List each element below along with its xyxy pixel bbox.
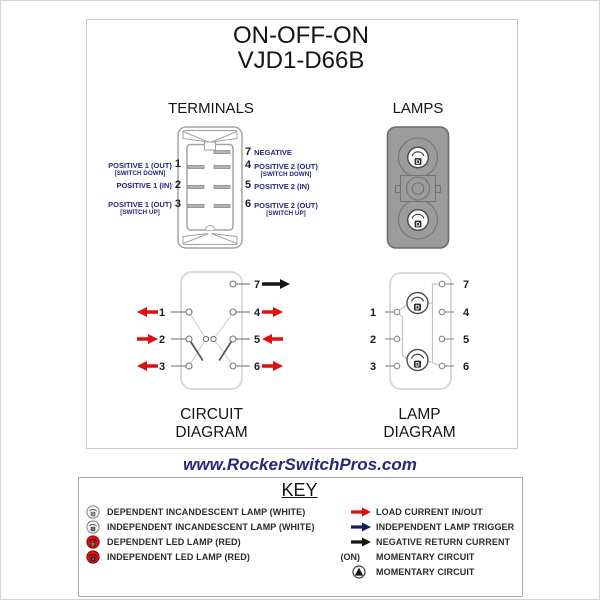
lamps-heading: LAMPS [392, 100, 444, 117]
independent-led-lamp-icon [86, 550, 100, 564]
terminal-number: 4 [245, 159, 252, 171]
terminal-number: 6 [245, 198, 252, 210]
key-item: INDEPENDENT LAMP TRIGGER [333, 519, 514, 534]
top-lamp-symbol [407, 293, 428, 314]
key-item: NEGATIVE RETURN CURRENT [333, 534, 514, 549]
terminal-number: 3 [369, 361, 377, 373]
independent-incandescent-lamp-icon [86, 520, 100, 534]
circuit-diagram-drawing [100, 266, 300, 396]
terminal-function-label: NEGATIVE [254, 148, 292, 157]
switch-rear-view-drawing [172, 122, 248, 254]
terminal-number: 7 [245, 145, 252, 158]
key-right-column [333, 504, 514, 580]
terminal-number: 2 [369, 334, 377, 346]
key-item: I INDEPENDENT LED LAMP (RED) [86, 550, 315, 565]
negative-return-arrow-icon [262, 279, 290, 289]
terminal-function-label: POSITIVE 1 (OUT) [108, 200, 172, 209]
terminals-heading: TERMINALS [168, 100, 254, 117]
key-item: (ON) MOMENTARY CIRCUIT [340, 552, 475, 563]
top-lamp-symbol [408, 147, 429, 168]
svg-text:I: I [92, 526, 94, 532]
page-title [86, 23, 516, 73]
terminal-number: 7 [253, 279, 261, 291]
lamp-diagram-caption: LAMP DIAGRAM [383, 406, 456, 441]
key-item: I INDEPENDENT INCANDESCENT LAMP (WHITE) [86, 519, 315, 534]
terminal-number: 3 [158, 361, 166, 373]
terminal-number: 5 [253, 334, 261, 346]
svg-text:D: D [91, 541, 95, 547]
terminal-number: 5 [245, 179, 252, 191]
svg-text:D: D [415, 304, 420, 312]
terminal-function-label: POSITIVE 2 (IN) [254, 181, 310, 191]
svg-text:I: I [92, 556, 94, 562]
website-link[interactable]: www.RockerSwitchPros.com [183, 455, 417, 474]
key-item: LOAD CURRENT IN/OUT [333, 504, 514, 519]
terminal-function-label: POSITIVE 1 (OUT) [108, 160, 172, 170]
switch-model-title: VJD1-D66B [237, 47, 365, 74]
key-item: D DEPENDENT LED LAMP (RED) [86, 534, 315, 549]
key-item: MOMENTARY CIRCUIT [333, 565, 514, 580]
terminal-4-label-row [245, 159, 385, 178]
terminal-function-label: POSITIVE 1 (IN) [116, 181, 172, 190]
switch-actuator-drawing [385, 125, 451, 251]
switch-type-title: ON-OFF-ON [233, 22, 369, 49]
terminal-position-label: [SWITCH UP] [120, 209, 160, 216]
key-item: D DEPENDENT INCANDESCENT LAMP (WHITE) [86, 504, 315, 519]
key-heading: KEY [281, 480, 318, 500]
terminal-number: 2 [174, 178, 181, 191]
terminal-number: 3 [174, 197, 181, 210]
load-current-arrow-icon [351, 507, 371, 517]
terminal-position-label: [SWITCH DOWN] [260, 170, 312, 178]
terminal-number: 5 [462, 334, 470, 346]
svg-text:D: D [415, 159, 421, 166]
terminal-number: 7 [462, 279, 470, 291]
dependent-incandescent-lamp-icon [86, 505, 100, 519]
svg-text:D: D [415, 222, 421, 229]
terminal-3-label-row [88, 197, 181, 216]
terminal-5-label-row [245, 179, 385, 192]
terminal-number: 1 [174, 158, 181, 170]
negative-return-arrow-icon [351, 537, 371, 547]
terminal-function-label: POSITIVE 2 (OUT) [254, 200, 318, 210]
svg-text:D: D [415, 361, 420, 369]
terminal-6-label-row [245, 198, 385, 217]
svg-text:D: D [91, 511, 95, 517]
on-momentary-prefix: (ON) [340, 552, 360, 563]
terminal-number: 4 [462, 307, 470, 319]
terminal-number: 2 [158, 334, 166, 346]
terminal-number: 4 [253, 307, 261, 319]
momentary-circuit-icon [352, 565, 366, 579]
terminal-number: 1 [369, 307, 377, 319]
dependent-led-lamp-icon [86, 535, 100, 549]
terminal-function-label: POSITIVE 2 (OUT) [254, 161, 318, 171]
terminal-position-label: [SWITCH DOWN] [114, 169, 166, 177]
terminal-position-label: [SWITCH UP] [266, 209, 306, 217]
lamp-diagram-drawing [360, 266, 490, 396]
terminal-1-label-row [88, 158, 181, 177]
terminal-number: 6 [253, 361, 261, 373]
circuit-diagram-caption: CIRCUIT DIAGRAM [175, 406, 248, 441]
bottom-lamp-symbol [408, 210, 429, 231]
terminal-2-label-row [88, 178, 181, 191]
key-left-column [86, 504, 315, 565]
bottom-lamp-symbol [407, 350, 428, 371]
terminal-number: 1 [158, 307, 166, 319]
terminal-number: 6 [462, 361, 470, 373]
independent-lamp-trigger-arrow-icon [351, 522, 371, 532]
terminal-7-label-row [245, 145, 385, 158]
